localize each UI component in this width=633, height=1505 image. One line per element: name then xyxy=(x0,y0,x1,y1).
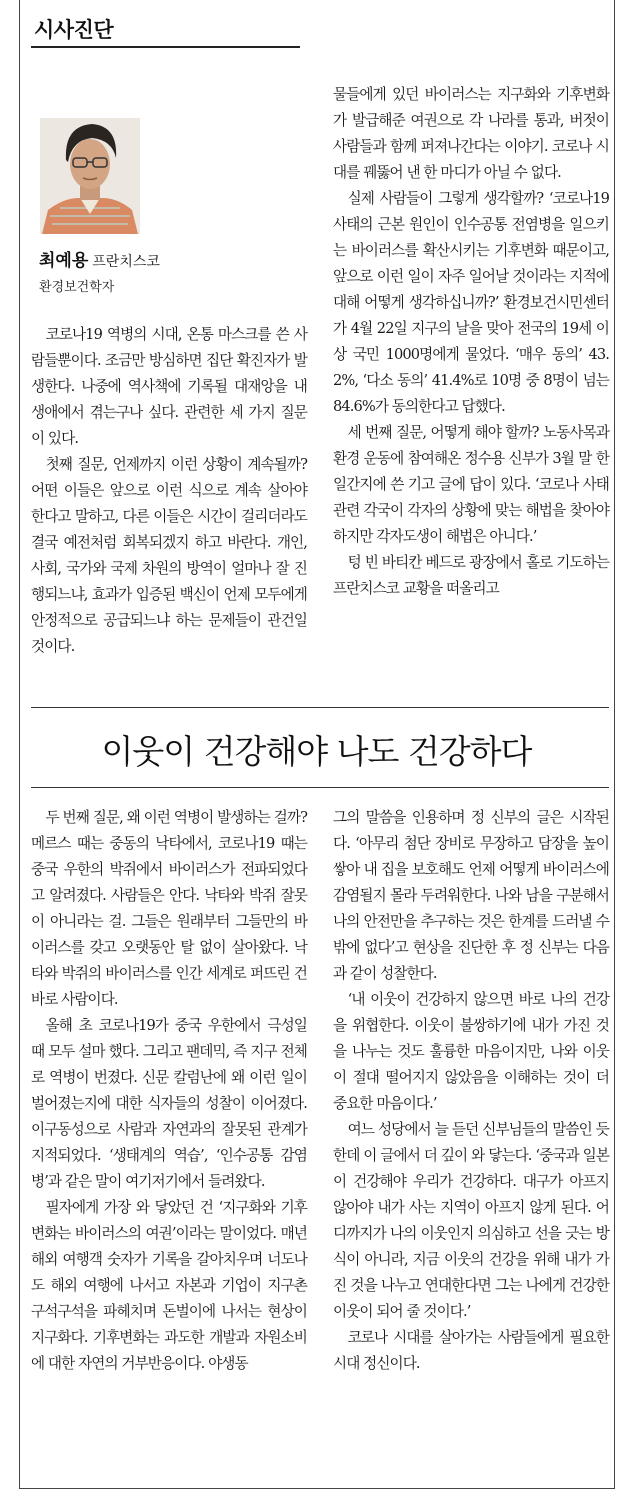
paragraph: 세 번째 질문, 어떻게 해야 할까? 노동사목과 환경 운동에 참여해온 정수용 신부가 3월 말 한 일간지에 쓴 기고 글에 답이 있다. ‘코로나 사태 관련 각국이 각자의 상황에 맞는 해법을 찾아야 하지만 각자도생이 해법은 아니다.’ xyxy=(333,424,609,545)
headline: 이웃이 건강해야 나도 건강하다 xyxy=(101,732,532,771)
paragraph: 실제 사람들이 그렇게 생각할까? ‘코로나19 사태의 근본 원인이 인수공통 전염병을 일으키는 바이러스를 확산시키는 기후변화 때문이고, 앞으로 이런 일이 자주 일어날 것이라는 지적에 대해 어떻게 생각하십니까?’ 환경보건시민센터가 4월 22일 지구의 날을 맞아 전국의 19세 이상 국민 1000명에게 물었다. ‘매우 동의’ 43.2%, ‘다소 동의’ 41.4%로 10명 중 8명이 넘는 84.6%가 동의한다고 답했다. xyxy=(333,190,609,415)
paragraph: 올해 초 코로나19가 중국 우한에서 극성일 때 모두 설마 했다. 그리고 팬데믹, 즉 지구 전체로 역병이 번졌다. 신문 칼럼난에 왜 이런 일이 벌어졌는지에 대한 식자들의 성찰이 이어졌다. 이구동성으로 사람과 자연과의 잘못된 관계가 지적되었다. ‘생태계의 역습’, ‘인수공통 감염병’과 같은 말이 여기저기에서 들려왔다. xyxy=(31,1017,307,1190)
headline-bottom-rule xyxy=(31,787,609,788)
paragraph: 코로나 시대를 살아가는 사람들에게 필요한 시대 정신이다. xyxy=(333,1329,609,1372)
paragraph: ‘내 이웃이 건강하지 않으면 바로 나의 건강을 위협한다. 이웃이 불쌍하기에 내가 가진 것을 나누는 것도 훌륭한 마음이지만, 나와 이웃이 절대 떨어지지 않았음을 이해하는 것이 더 중요한 마음이다.’ xyxy=(333,991,609,1112)
author-baptismal-name: 프란치스코 xyxy=(92,254,160,270)
author-photo xyxy=(40,118,140,234)
author-title: 환경보건학자 xyxy=(39,280,115,295)
section-title-underline xyxy=(31,46,300,48)
paragraph: 코로나19 역병의 시대, 온통 마스크를 쓴 사람들뿐이다. 조금만 방심하면 집단 확진자가 발생한다. 나중에 역사책에 기록될 대재앙을 내 생애에서 겪는구나 싶다. 관련한 세 가지 질문이 있다. xyxy=(31,326,307,447)
column-top-right xyxy=(333,82,609,602)
paragraph: 필자에게 가장 와 닿았던 건 ‘지구화와 기후변화는 바이러스의 여권’이라는 말이었다. 매년 해외 여행객 숫자가 기록을 갈아치우며 너도나도 해외 여행에 나서고 자본과 기업이 지구촌 구석구석을 파헤치며 돈벌이에 나서는 현상이 지구화다. 기후변화는 과도한 개발과 자원소비에 대한 자연의 거부반응이다. 야생동 xyxy=(31,1199,307,1372)
column-top-left xyxy=(31,322,307,660)
column-bottom-right xyxy=(333,805,609,1377)
paragraph: 그의 말씀을 인용하며 정 신부의 글은 시작된다. ‘아무리 첨단 장비로 무장하고 담장을 높이 쌓아 내 집을 보호해도 언제 어떻게 바이러스에 감염될지 몰라 두려워한다. 나와 남을 구분해서 나의 안전만을 추구하는 것은 한계를 드러낼 수밖에 없다’고 현상을 진단한 후 정 신부는 다음과 같이 성찰한다. xyxy=(333,809,609,982)
author-name xyxy=(39,246,160,271)
section-title: 시사진단 xyxy=(34,18,114,42)
paragraph: 첫째 질문, 언제까지 이런 상황이 계속될까? 어떤 이들은 앞으로 이런 식으로 계속 살아야 한다고 말하고, 다른 이들은 시간이 걸리더라도 결국 예전처럼 회복되겠지 하고 바란다. 개인, 사회, 국가와 국제 차원의 방역이 얼마나 잘 진행되느냐, 효과가 입증된 백신이 언제 모두에게 안정적으로 공급되느냐 하는 문제들이 관건일 것이다. xyxy=(31,456,307,655)
paragraph: 텅 빈 바티칸 베드로 광장에서 홀로 기도하는 프란치스코 교황을 떠올리고 xyxy=(333,554,609,597)
paragraph: 물들에게 있던 바이러스는 지구화와 기후변화가 발급해준 여권으로 각 나라를 통과, 버젓이 사람들과 함께 퍼져나간다는 이야기. 코로나 시대를 꿰뚫어 낸 한 마디가 아닐 수 없다. xyxy=(333,86,609,181)
paragraph: 여느 성당에서 늘 듣던 신부님들의 말씀인 듯한데 이 글에서 더 깊이 와 닿는다. ‘중국과 일본이 건강해야 우리가 건강하다. 대구가 아프지 않아야 내가 사는 지역이 아프지 않게 된다. 어디까지가 나의 이웃인지 의심하고 선을 긋는 방식이 아니라, 지금 이웃의 건강을 위해 내가 가진 것을 나누고 연대한다면 그는 나에게 건강한 이웃이 되어 줄 것이다.’ xyxy=(333,1121,609,1320)
headline-top-rule xyxy=(31,707,609,708)
author-name-text: 최예용 xyxy=(39,251,89,271)
paragraph: 두 번째 질문, 왜 이런 역병이 발생하는 걸까? 메르스 때는 중동의 낙타에서, 코로나19 때는 중국 우한의 박쥐에서 바이러스가 전파되었다고 알려졌다. 사람들은 안다. 낙타와 박쥐 잘못이 아니라는 걸. 그들은 원래부터 그들만의 바이러스를 갖고 오랫동안 탈 없이 살아왔다. 낙타와 박쥐의 바이러스를 인간 세계로 퍼뜨린 건 바로 사람이다. xyxy=(31,809,307,1008)
author-portrait-image xyxy=(40,118,140,234)
column-bottom-left xyxy=(31,805,307,1377)
